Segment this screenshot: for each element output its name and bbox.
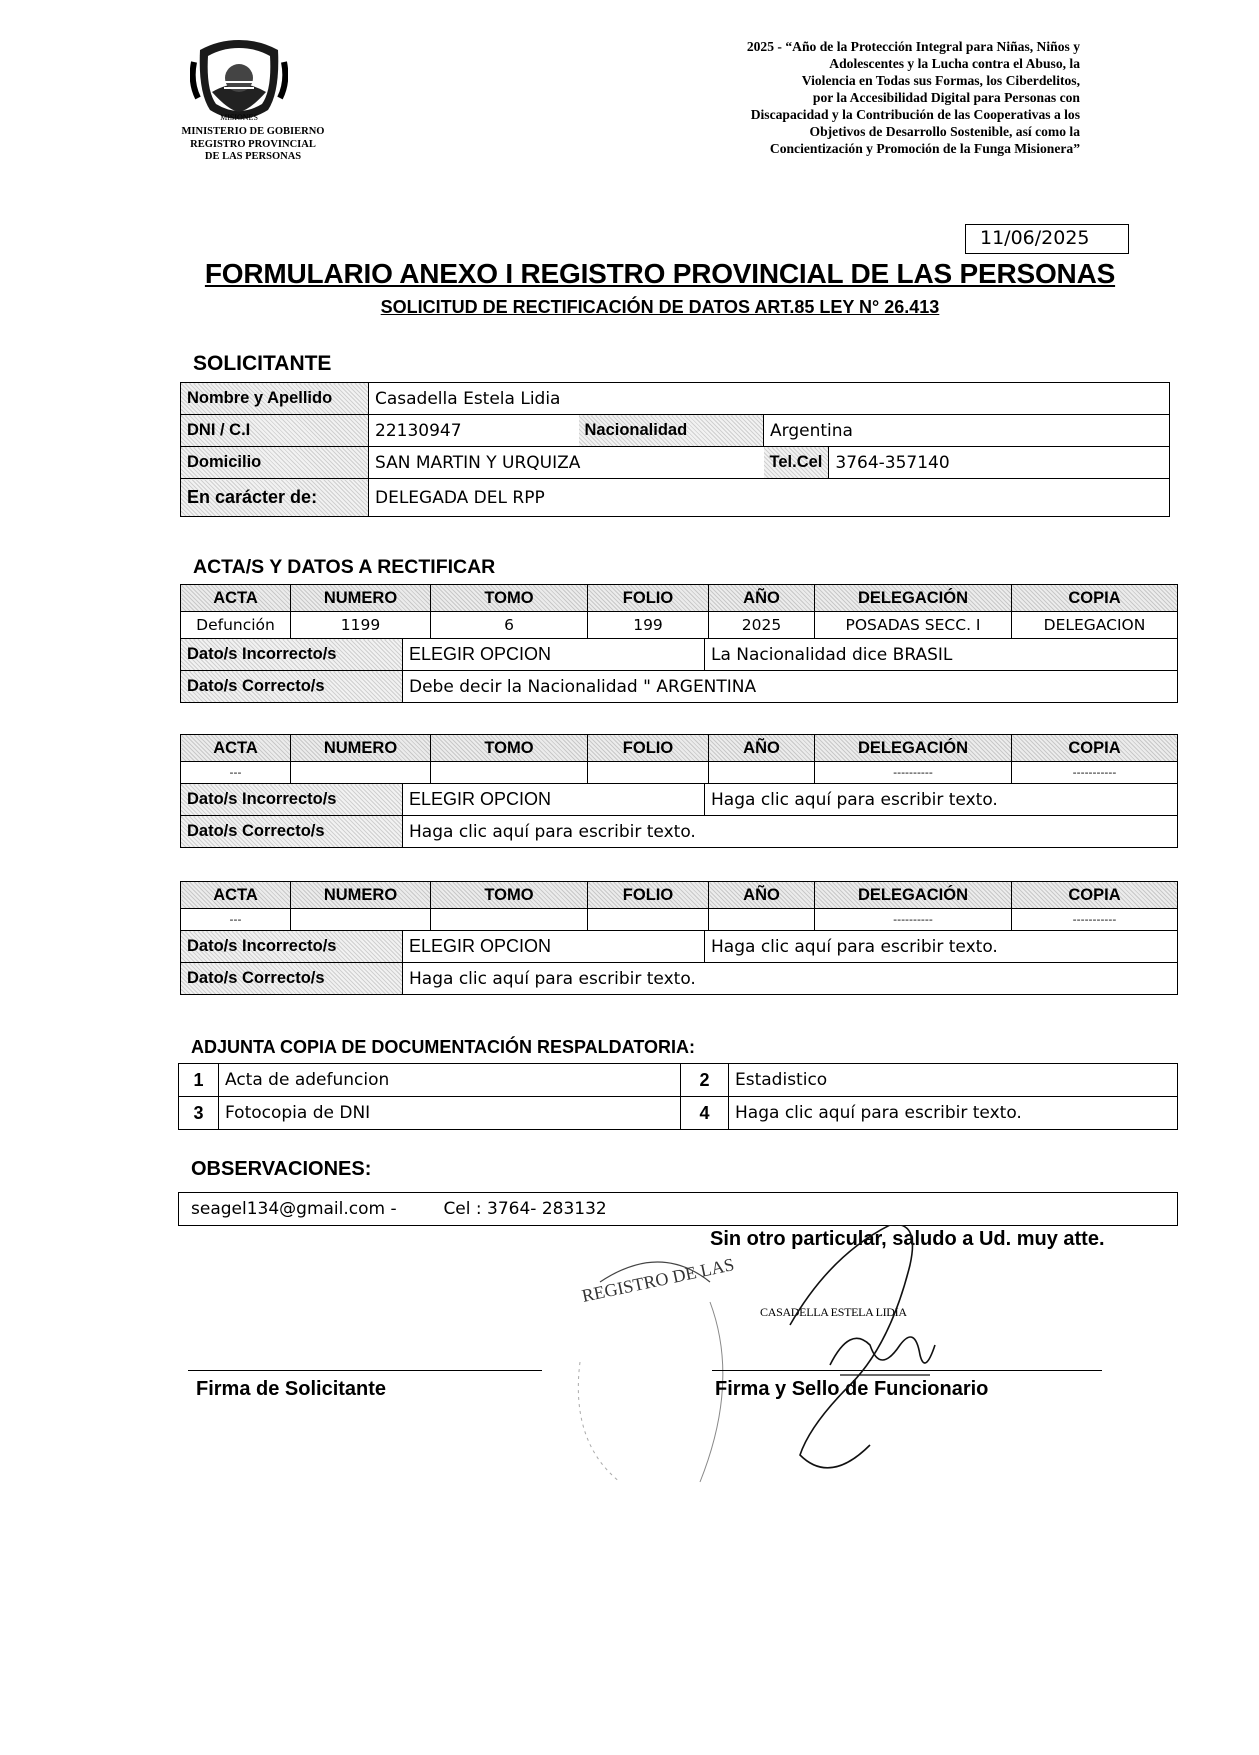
correct-label: Dato/s Correcto/s bbox=[181, 963, 403, 995]
funcionario-stamp-name: CASADELLA ESTELA LIDIA bbox=[760, 1305, 907, 1319]
table-row bbox=[181, 415, 1170, 447]
numero-cell[interactable]: 1199 bbox=[291, 612, 431, 639]
numero-cell[interactable] bbox=[291, 762, 431, 784]
table-row bbox=[179, 1064, 1178, 1097]
ministry-header bbox=[158, 126, 348, 164]
option-select[interactable]: ELEGIR OPCION bbox=[403, 639, 705, 671]
documentacion-table bbox=[178, 1063, 1178, 1130]
correct-field[interactable]: Debe decir la Nacionalidad " ARGENTINA bbox=[403, 671, 1178, 703]
ministry-line: MINISTERIO DE GOBIERNO bbox=[181, 126, 325, 137]
acta-cell[interactable]: --- bbox=[181, 909, 291, 931]
acta-data-row bbox=[181, 909, 1178, 931]
copia-cell[interactable]: ----------- bbox=[1012, 909, 1178, 931]
table-row bbox=[181, 671, 1178, 703]
firma-solicitante-label: Firma de Solicitante bbox=[196, 1378, 387, 1400]
svg-text:MISIONES: MISIONES bbox=[220, 113, 258, 122]
year-motto bbox=[560, 38, 1080, 157]
table-row bbox=[181, 784, 1178, 816]
doc-number: 3 bbox=[179, 1097, 219, 1130]
ministry-line: DE LAS PERSONAS bbox=[204, 151, 302, 162]
form-subtitle: SOLICITUD DE RECTIFICACIÓN DE DATOS ART.85 LEY N° 26.413 bbox=[380, 297, 940, 317]
col-tomo: TOMO bbox=[431, 735, 588, 762]
col-acta: ACTA bbox=[181, 735, 291, 762]
observaciones-email: seagel134@gmail.com - bbox=[191, 1199, 397, 1219]
nombre-label: Nombre y Apellido bbox=[181, 383, 369, 415]
acta-header-row bbox=[181, 585, 1178, 612]
table-row bbox=[181, 383, 1170, 415]
option-select[interactable]: ELEGIR OPCION bbox=[403, 931, 705, 963]
nacionalidad-label: Nacionalidad bbox=[579, 415, 764, 447]
incorrect-label: Dato/s Incorrecto/s bbox=[181, 931, 403, 963]
delegacion-cell[interactable]: POSADAS SECC. I bbox=[815, 612, 1012, 639]
section-observaciones: OBSERVACIONES: bbox=[191, 1158, 372, 1180]
nacionalidad-field[interactable]: Argentina bbox=[764, 415, 1170, 447]
anio-cell[interactable] bbox=[709, 909, 815, 931]
delegacion-cell[interactable]: ---------- bbox=[815, 909, 1012, 931]
col-tomo: TOMO bbox=[431, 882, 588, 909]
col-anio: AÑO bbox=[709, 735, 815, 762]
doc-field[interactable]: Haga clic aquí para escribir texto. bbox=[729, 1097, 1178, 1130]
section-solicitante: SOLICITANTE bbox=[193, 352, 332, 375]
acta-cell[interactable]: --- bbox=[181, 762, 291, 784]
anio-cell[interactable]: 2025 bbox=[709, 612, 815, 639]
delegacion-cell[interactable]: ---------- bbox=[815, 762, 1012, 784]
tomo-cell[interactable] bbox=[431, 762, 588, 784]
motto-line: 2025 - “Año de la Protección Integral para Niñas, Niños y bbox=[746, 39, 1080, 54]
signature-line-solicitante bbox=[188, 1370, 542, 1371]
motto-line: Concientización y Promoción de la Funga Misionera” bbox=[769, 141, 1080, 156]
correct-field[interactable]: Haga clic aquí para escribir texto. bbox=[403, 963, 1178, 995]
acta-detail-table bbox=[180, 638, 1178, 703]
acta-header-row bbox=[181, 882, 1178, 909]
copia-cell[interactable]: ----------- bbox=[1012, 762, 1178, 784]
tel-label: Tel.Cel bbox=[764, 447, 829, 479]
motto-line: Violencia en Todas sus Formas, los Ciberdelitos, bbox=[801, 73, 1080, 88]
observaciones-cel: Cel : 3764- 283132 bbox=[443, 1199, 607, 1219]
acta-block-1 bbox=[180, 584, 1178, 703]
doc-field[interactable]: Estadistico bbox=[729, 1064, 1178, 1097]
acta-cell[interactable]: Defunción bbox=[181, 612, 291, 639]
col-copia: COPIA bbox=[1012, 585, 1178, 612]
col-tomo: TOMO bbox=[431, 585, 588, 612]
table-row bbox=[181, 931, 1178, 963]
tel-field[interactable]: 3764-357140 bbox=[829, 447, 1170, 479]
handwritten-signature bbox=[770, 1225, 940, 1470]
domicilio-field[interactable]: SAN MARTIN Y URQUIZA bbox=[369, 447, 764, 479]
acta-table bbox=[180, 734, 1178, 784]
folio-cell[interactable] bbox=[588, 909, 709, 931]
col-copia: COPIA bbox=[1012, 882, 1178, 909]
incorrect-field[interactable]: La Nacionalidad dice BRASIL bbox=[705, 639, 1178, 671]
doc-number: 4 bbox=[681, 1097, 729, 1130]
caracter-field[interactable]: DELEGADA DEL RPP bbox=[369, 479, 1170, 517]
col-anio: AÑO bbox=[709, 882, 815, 909]
acta-block-2 bbox=[180, 734, 1178, 848]
incorrect-label: Dato/s Incorrecto/s bbox=[181, 639, 403, 671]
acta-detail-table bbox=[180, 930, 1178, 995]
table-row bbox=[181, 963, 1178, 995]
doc-number: 1 bbox=[179, 1064, 219, 1097]
dni-label: DNI / C.I bbox=[181, 415, 369, 447]
motto-line: Adolescentes y la Lucha contra el Abuso, la bbox=[829, 56, 1080, 71]
firma-funcionario-label: Firma y Sello de Funcionario bbox=[715, 1378, 989, 1400]
table-row bbox=[181, 479, 1170, 517]
correct-label: Dato/s Correcto/s bbox=[181, 816, 403, 848]
section-actas: ACTA/S Y DATOS A RECTIFICAR bbox=[193, 556, 496, 578]
folio-cell[interactable] bbox=[588, 762, 709, 784]
col-folio: FOLIO bbox=[588, 585, 709, 612]
nombre-field[interactable]: Casadella Estela Lidia bbox=[369, 383, 1170, 415]
table-row bbox=[181, 447, 1170, 479]
doc-field[interactable]: Acta de adefuncion bbox=[219, 1064, 681, 1097]
incorrect-label: Dato/s Incorrecto/s bbox=[181, 784, 403, 816]
tomo-cell[interactable] bbox=[431, 909, 588, 931]
col-numero: NUMERO bbox=[291, 735, 431, 762]
col-acta: ACTA bbox=[181, 585, 291, 612]
motto-line: Discapacidad y la Contribución de las Cooperativas a los bbox=[750, 107, 1080, 122]
acta-data-row bbox=[181, 762, 1178, 784]
doc-number: 2 bbox=[681, 1064, 729, 1097]
table-row bbox=[181, 816, 1178, 848]
motto-line: Objetivos de Desarrollo Sostenible, así como la bbox=[809, 124, 1080, 139]
col-folio: FOLIO bbox=[588, 882, 709, 909]
col-folio: FOLIO bbox=[588, 735, 709, 762]
farewell-text: Sin otro particular, saludo a Ud. muy atte. bbox=[710, 1228, 1105, 1250]
incorrect-field[interactable]: Haga clic aquí para escribir texto. bbox=[705, 931, 1178, 963]
table-row bbox=[181, 639, 1178, 671]
form-title: FORMULARIO ANEXO I REGISTRO PROVINCIAL DE LAS PERSONAS bbox=[204, 258, 1116, 289]
folio-cell[interactable]: 199 bbox=[588, 612, 709, 639]
col-numero: NUMERO bbox=[291, 585, 431, 612]
option-select[interactable]: ELEGIR OPCION bbox=[403, 784, 705, 816]
acta-table bbox=[180, 881, 1178, 931]
acta-detail-table bbox=[180, 783, 1178, 848]
table-row bbox=[179, 1097, 1178, 1130]
col-numero: NUMERO bbox=[291, 882, 431, 909]
correct-label: Dato/s Correcto/s bbox=[181, 671, 403, 703]
correct-field[interactable]: Haga clic aquí para escribir texto. bbox=[403, 816, 1178, 848]
ministry-line: REGISTRO PROVINCIAL bbox=[190, 138, 316, 150]
col-delegacion: DELEGACIÓN bbox=[815, 882, 1012, 909]
tomo-cell[interactable]: 6 bbox=[431, 612, 588, 639]
solicitante-table bbox=[180, 382, 1170, 517]
col-copia: COPIA bbox=[1012, 735, 1178, 762]
numero-cell[interactable] bbox=[291, 909, 431, 931]
doc-field[interactable]: Fotocopia de DNI bbox=[219, 1097, 681, 1130]
acta-block-3 bbox=[180, 881, 1178, 995]
section-documentacion: ADJUNTA COPIA DE DOCUMENTACIÓN RESPALDATORIA: bbox=[191, 1037, 695, 1057]
acta-data-row bbox=[181, 612, 1178, 639]
stamp-text: REGISTRO DE LAS bbox=[580, 1254, 736, 1306]
caracter-label: En carácter de: bbox=[181, 479, 369, 517]
motto-line: por la Accesibilidad Digital para Personas con bbox=[812, 90, 1080, 105]
copia-cell[interactable]: DELEGACION bbox=[1012, 612, 1178, 639]
dni-field[interactable]: 22130947 bbox=[369, 415, 579, 447]
anio-cell[interactable] bbox=[709, 762, 815, 784]
col-delegacion: DELEGACIÓN bbox=[815, 735, 1012, 762]
incorrect-field[interactable]: Haga clic aquí para escribir texto. bbox=[705, 784, 1178, 816]
col-delegacion: DELEGACIÓN bbox=[815, 585, 1012, 612]
acta-header-row bbox=[181, 735, 1178, 762]
date-field[interactable]: 11/06/2025 bbox=[965, 224, 1129, 254]
col-acta: ACTA bbox=[181, 882, 291, 909]
provincial-seal-logo bbox=[190, 32, 288, 124]
observaciones-field[interactable] bbox=[178, 1192, 1178, 1226]
domicilio-label: Domicilio bbox=[181, 447, 369, 479]
acta-table bbox=[180, 584, 1178, 639]
col-anio: AÑO bbox=[709, 585, 815, 612]
